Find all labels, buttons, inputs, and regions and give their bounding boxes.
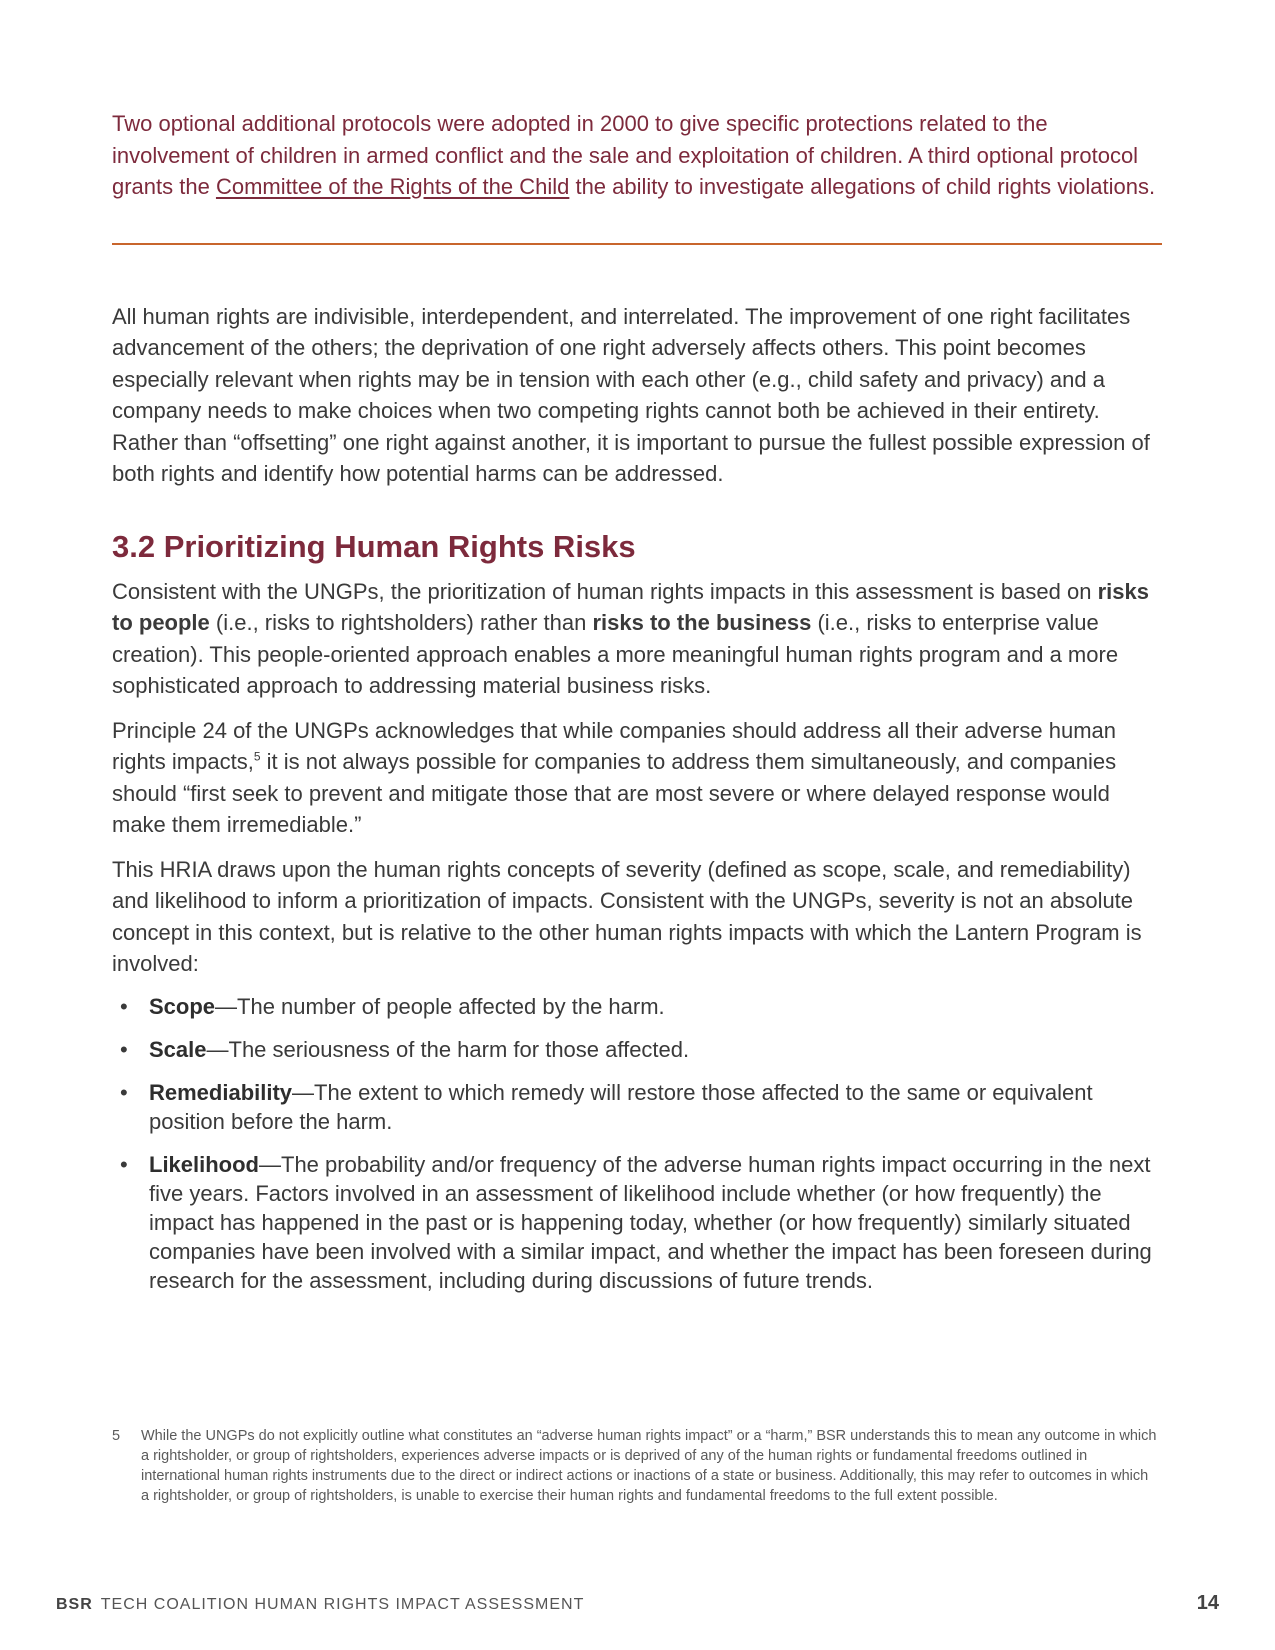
criteria-desc: —The extent to which remedy will restore those affected to the same or equivalent position before the harm.	[149, 1079, 1093, 1134]
bullet-icon: •	[120, 1079, 128, 1105]
bullet-icon: •	[120, 1151, 128, 1177]
p2-text-b: it is not always possible for companies to address them simultaneously, and companies should “first seek to prevent and mitigate those that are most severe or where delayed response would make them irremediable.”	[112, 749, 1117, 837]
criteria-term: Remediability	[149, 1079, 293, 1105]
callout-paragraph	[112, 108, 1162, 203]
criteria-term: Scope	[149, 993, 216, 1019]
callout-text-before: Two optional additional protocols were adopted in 2000 to give specific protections related to the involvement of children in armed conflict and the sale and exploitation of children. A third optional protocol grants the	[112, 111, 1139, 199]
p1-bold-risks-to-people: risks to people	[112, 578, 1149, 635]
list-item-scale	[112, 1035, 1162, 1064]
severity-criteria-list	[112, 992, 1162, 1295]
page-footer	[56, 1592, 1219, 1615]
criteria-desc: —The seriousness of the harm for those affected.	[206, 1036, 690, 1062]
bullet-icon: •	[120, 1036, 128, 1062]
committee-rights-child-link[interactable]: Committee of the Rights of the Child	[215, 174, 570, 199]
page-number: 14	[1196, 1592, 1219, 1614]
footnote-text: While the UNGPs do not explicitly outline what constitutes an “adverse human rights impact” or a “harm,” BSR understands this to mean any outcome in which a rightsholder, or group of rightsholders, experiences adverse impacts or is deprived of any of the human rights or fundamental freedoms outlined in international human rights instruments due to the direct or indirect actions or inactions of a state or business. Additionally, this may refer to outcomes in which a rightsholder, or group of rightsholders, is unable to exercise their human rights and fundamental freedoms to the full extent possible.	[141, 1428, 1157, 1504]
p1-text-c: (i.e., risks to rightsholders) rather than	[209, 610, 593, 635]
list-item-likelihood	[112, 1150, 1162, 1295]
section-heading: 3.2 Prioritizing Human Rights Risks	[112, 528, 636, 564]
p1-text-d: (i.e., risks to enterprise value creation). This people-oriented approach enables a more meaningful human rights program and a more sophisticated approach to addressing material business risks.	[112, 610, 1119, 698]
footnote-number: 5	[112, 1428, 121, 1444]
p2-text-a: Principle 24 of the UNGPs acknowledges that while companies should address all their adverse human rights impacts,	[112, 717, 1116, 774]
footnote-reference[interactable]: 5	[253, 749, 261, 764]
list-item-scope	[112, 992, 1162, 1021]
footer-brand: BSR	[56, 1596, 93, 1613]
criteria-desc: —The probability and/or frequency of the adverse human rights impact occurring in the next five years. Factors involved in an assessment of likelihood include whether (or how frequently) the impact has happened in the past or is happening today, whether (or how frequently) similarly situated companies have been involved with a similar impact, and whether the impact has been foreseen during research for the assessment, including during discussions of future trends.	[149, 1151, 1152, 1293]
section-divider	[112, 243, 1162, 245]
list-item-remediability	[112, 1078, 1162, 1136]
bullet-icon: •	[120, 993, 128, 1019]
footnote	[112, 1426, 1160, 1506]
criteria-term: Scale	[149, 1036, 207, 1062]
footer-title: TECH COALITION HUMAN RIGHTS IMPACT ASSESSMENT	[100, 1596, 585, 1613]
section-paragraph-3: This HRIA draws upon the human rights concepts of severity (defined as scope, scale, and remediability) and likelihood to inform a prioritization of impacts. Consistent with the UNGPs, severity is not an absolute concept in this context, but is relative to the other human rights impacts with which the Lantern Program is involved:	[112, 856, 1142, 976]
section-paragraph-2	[112, 715, 1162, 841]
section-paragraph-1	[112, 576, 1162, 702]
callout-text-after: the ability to investigate allegations of child rights violations.	[569, 174, 1156, 199]
footer-left	[56, 1596, 584, 1614]
criteria-desc: —The number of people affected by the harm.	[215, 993, 665, 1019]
p1-bold-risks-to-business: risks to the business	[592, 610, 812, 635]
criteria-term: Likelihood	[149, 1151, 259, 1177]
p1-text-a: Consistent with the UNGPs, the prioritization of human rights impacts in this assessment is based on	[112, 578, 1098, 604]
page-content	[112, 108, 1162, 1309]
intro-paragraph: All human rights are indivisible, interdependent, and interrelated. The improvement of one right facilitates advancement of the others; the deprivation of one right adversely affects others. This point becomes especially relevant when rights may be in tension with each other (e.g., child safety and privacy) and a company needs to make choices when two competing rights cannot both be achieved in their entirety. Rather than “offsetting” one right against another, it is important to pursue the fullest possible expression of both rights and identify how potential harms can be addressed.	[112, 303, 1150, 486]
